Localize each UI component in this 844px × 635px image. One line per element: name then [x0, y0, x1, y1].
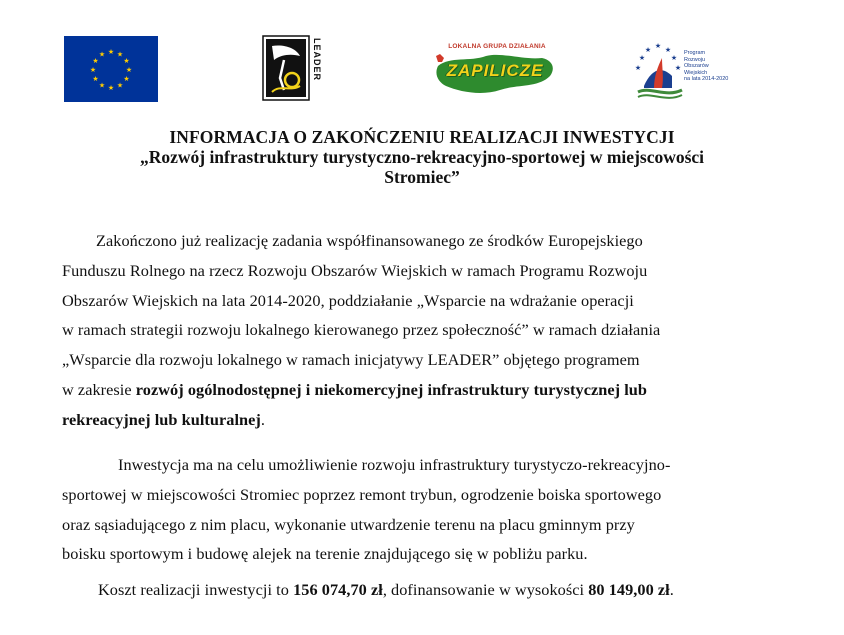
lgd-zapilicze-logo: [430, 42, 560, 100]
text-fragment: .: [669, 580, 674, 599]
text-line: [62, 575, 782, 605]
svg-text:★: ★: [670, 54, 678, 62]
text-fragment: Koszt realizacji inwestycji to: [98, 580, 294, 599]
text-line: Obszarów Wiejskich na lata 2014-2020, poddziałanie „Wsparcie na wdrażanie operacji: [62, 290, 634, 310]
svg-text:★: ★: [98, 50, 106, 59]
svg-text:★: ★: [638, 54, 646, 62]
text-line: Inwestycja ma na celu umożliwienie rozwoju infrastruktury turystyczo-rekreacyjno-: [118, 455, 671, 474]
svg-text:★: ★: [89, 66, 97, 74]
eu-stars-icon: [64, 36, 158, 102]
text-line: oraz sąsiadującego z nim placu, wykonanie utwardzenie terenu na placu gminnym przy: [62, 514, 635, 534]
prow-emblem-icon: [632, 42, 688, 104]
title-line-2: „Rozwój infrastruktury turystyczno-rekreacyjno-sportowej w miejscowości: [139, 147, 705, 167]
prow-text-line: Program: [684, 50, 706, 56]
title-line-3: Stromiec”: [384, 167, 460, 187]
leader-logo: [262, 34, 326, 102]
text-fragment: w zakresie: [62, 379, 136, 399]
paragraph-cost: [62, 575, 782, 605]
funding-value: 80 149,00 zł: [588, 580, 670, 599]
prow-text-line: Wiejskich: [684, 69, 708, 76]
svg-text:★: ★: [123, 75, 130, 83]
paragraph-intro: [62, 226, 782, 435]
text-line: boisku sportowym i budowę alejek na terenie znajdującego się w pobliżu parku.: [62, 544, 588, 564]
prow-text-line: Obszarów: [684, 63, 709, 69]
document-title: [0, 127, 844, 187]
logo-bar: [0, 32, 844, 108]
cost-value: 156 074,70 zł: [293, 580, 383, 599]
svg-text:★: ★: [98, 81, 106, 90]
title-line-1: INFORMACJA O ZAKOŃCZENIU REALIZACJI INWESTYCJI: [169, 127, 675, 147]
paragraph-goal: [62, 450, 782, 569]
text-line: Zakończono już realizację zadania współfinansowanego ze środków Europejskiego: [96, 231, 643, 250]
text-line: Funduszu Rolnego na rzecz Rozwoju Obszarów Wiejskich w ramach Programu Rozwoju: [62, 260, 648, 280]
svg-text:★: ★: [92, 57, 99, 65]
text-line: [62, 405, 782, 435]
svg-text:★: ★: [634, 64, 642, 72]
eu-flag-logo: [64, 36, 158, 102]
text-line: w ramach strategii rozwoju lokalnego kierowanego przez społeczność” w ramach działania: [62, 320, 661, 340]
prow-text-line: na lata 2014-2020: [684, 76, 729, 82]
bold-text: rekreacyjnej lub kulturalnej: [62, 409, 261, 429]
prow-text: [684, 50, 750, 83]
svg-text:★: ★: [92, 75, 99, 83]
lgd-name-text: ZAPILICZE: [446, 61, 544, 80]
text-fragment: .: [260, 409, 266, 429]
svg-text:★: ★: [125, 66, 133, 74]
svg-text:★: ★: [654, 42, 662, 50]
leader-logo-text: LEADER: [312, 38, 322, 82]
text-fragment: , dofinansowanie w wysokości: [382, 580, 589, 599]
svg-text:★: ★: [123, 57, 130, 65]
svg-text:★: ★: [107, 48, 115, 56]
text-line: [62, 375, 782, 405]
lgd-top-text: LOKALNA GRUPA DZIAŁANIA: [448, 43, 546, 50]
svg-text:★: ★: [116, 81, 124, 90]
bold-text: rozwój ogólnodostępnej i niekomercyjnej infrastruktury turystycznej lub: [135, 379, 648, 399]
text-line: sportowej w miejscowości Stromiec poprzez remont trybun, ogrodzenie boiska sportowego: [62, 484, 662, 504]
svg-text:★: ★: [116, 50, 124, 59]
svg-text:★: ★: [107, 84, 115, 92]
svg-text:★: ★: [644, 46, 652, 54]
text-line: „Wsparcie dla rozwoju lokalnego w ramach inicjatywy LEADER” objętego programem: [62, 350, 640, 370]
prow-logo: [632, 42, 750, 104]
svg-text:★: ★: [674, 64, 682, 72]
prow-text-line: Rozwoju: [684, 56, 706, 63]
svg-text:★: ★: [664, 46, 672, 54]
